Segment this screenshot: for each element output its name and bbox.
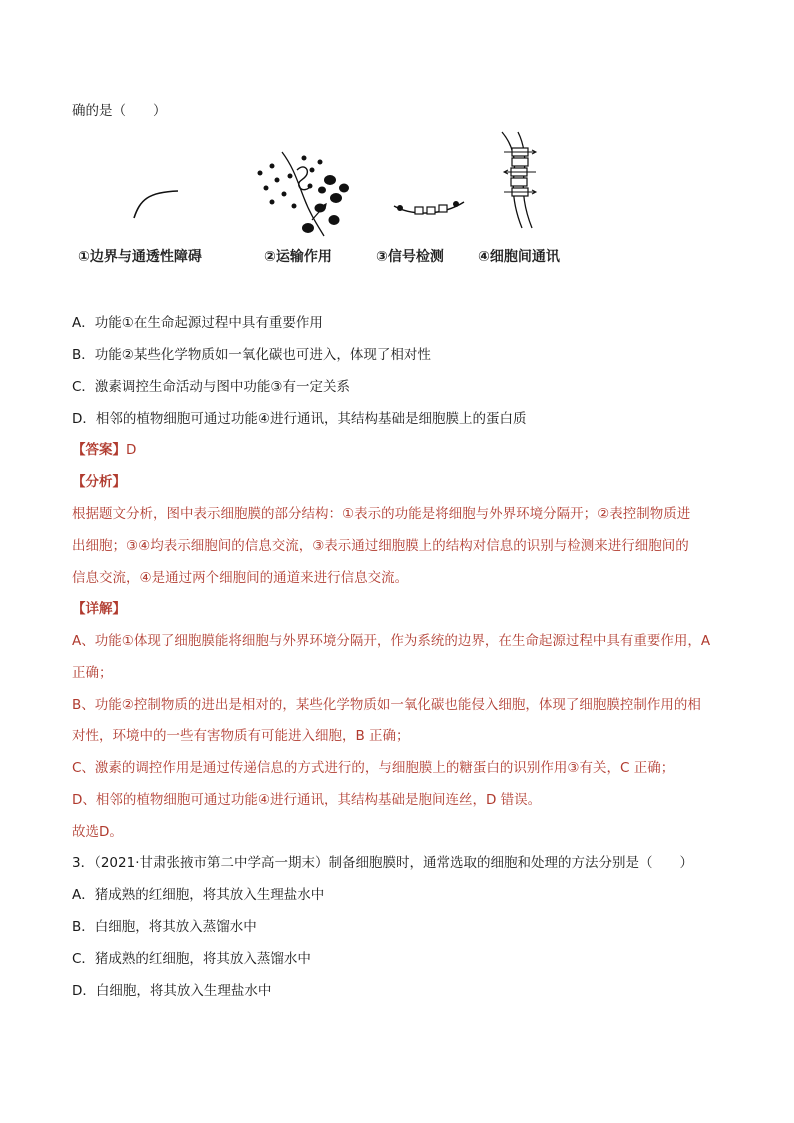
question-3-option-b: B．白细胞，将其放入蒸馏水中 — [72, 919, 257, 935]
membrane-diagram — [72, 128, 592, 243]
detail-line-4: 对性，环境中的一些有害物质有可能进入细胞，B 正确； — [72, 728, 410, 744]
question-intro: 确的是（ ） — [72, 103, 167, 119]
option-a: A．功能①在生命起源过程中具有重要作用 — [72, 315, 323, 331]
option-d: D．相邻的植物细胞可通过功能④进行通讯，其结构基础是细胞膜上的蛋白质 — [72, 411, 527, 427]
answer-tag: 【答案】 — [72, 442, 126, 458]
question-3-option-d: D．白细胞，将其放入生理盐水中 — [72, 983, 272, 999]
option-c: C．激素调控生命活动与图中功能③有一定关系 — [72, 379, 351, 395]
cell-communication-illustration — [502, 132, 536, 228]
detail-tag: 【详解】 — [72, 601, 126, 617]
detail-line-2: 正确； — [72, 665, 113, 681]
detail-conclusion: 故选D。 — [72, 824, 123, 840]
option-b: B．功能②某些化学物质如一氧化碳也可进入，体现了相对性 — [72, 347, 431, 363]
answer-value: D — [126, 442, 137, 458]
figure-label-boundary: ①边界与通透性障碍 — [78, 249, 202, 265]
analysis-tag: 【分析】 — [72, 474, 126, 490]
answer-line — [72, 440, 136, 460]
detail-line-6: D、相邻的植物细胞可通过功能④进行通讯，其结构基础是胞间连丝，D 错误。 — [72, 792, 542, 808]
signal-detection-illustration — [394, 201, 464, 214]
figure-label-signal: ③信号检测 — [376, 249, 444, 265]
analysis-line-2: 出细胞；③④均表示细胞间的信息交流，③表示通过细胞膜上的结构对信息的识别与检测来进行细胞间的 — [72, 538, 689, 554]
analysis-line-1: 根据题文分析，图中表示细胞膜的部分结构：①表示的功能是将细胞与外界环境分隔开；②表控制物质进 — [72, 506, 691, 522]
question-3-stem: 3．（2021·甘肃张掖市第二中学高一期末）制备细胞膜时，通常选取的细胞和处理的方法分别是（ ） — [72, 855, 693, 871]
analysis-line-3: 信息交流，④是通过两个细胞间的通道来进行信息交流。 — [72, 570, 409, 586]
membrane-functions-figure — [72, 128, 592, 276]
detail-line-5: C、激素的调控作用是通过传递信息的方式进行的，与细胞膜上的糖蛋白的识别作用③有关，C 正确； — [72, 760, 675, 776]
figure-label-communication: ④细胞间通讯 — [478, 249, 560, 265]
question-3-option-c: C．猪成熟的红细胞，将其放入蒸馏水中 — [72, 951, 311, 967]
detail-line-3: B、功能②控制物质的进出是相对的，某些化学物质如一氧化碳也能侵入细胞，体现了细胞膜控制作用的相 — [72, 697, 701, 713]
transport-illustration — [258, 152, 350, 236]
figure-label-transport: ②运输作用 — [264, 249, 332, 265]
detail-line-1: A、功能①体现了细胞膜能将细胞与外界环境分隔开，作为系统的边界，在生命起源过程中具有重要作用，A — [72, 633, 711, 649]
boundary-membrane-curve — [134, 191, 178, 218]
question-3-option-a: A．猪成熟的红细胞，将其放入生理盐水中 — [72, 887, 325, 903]
